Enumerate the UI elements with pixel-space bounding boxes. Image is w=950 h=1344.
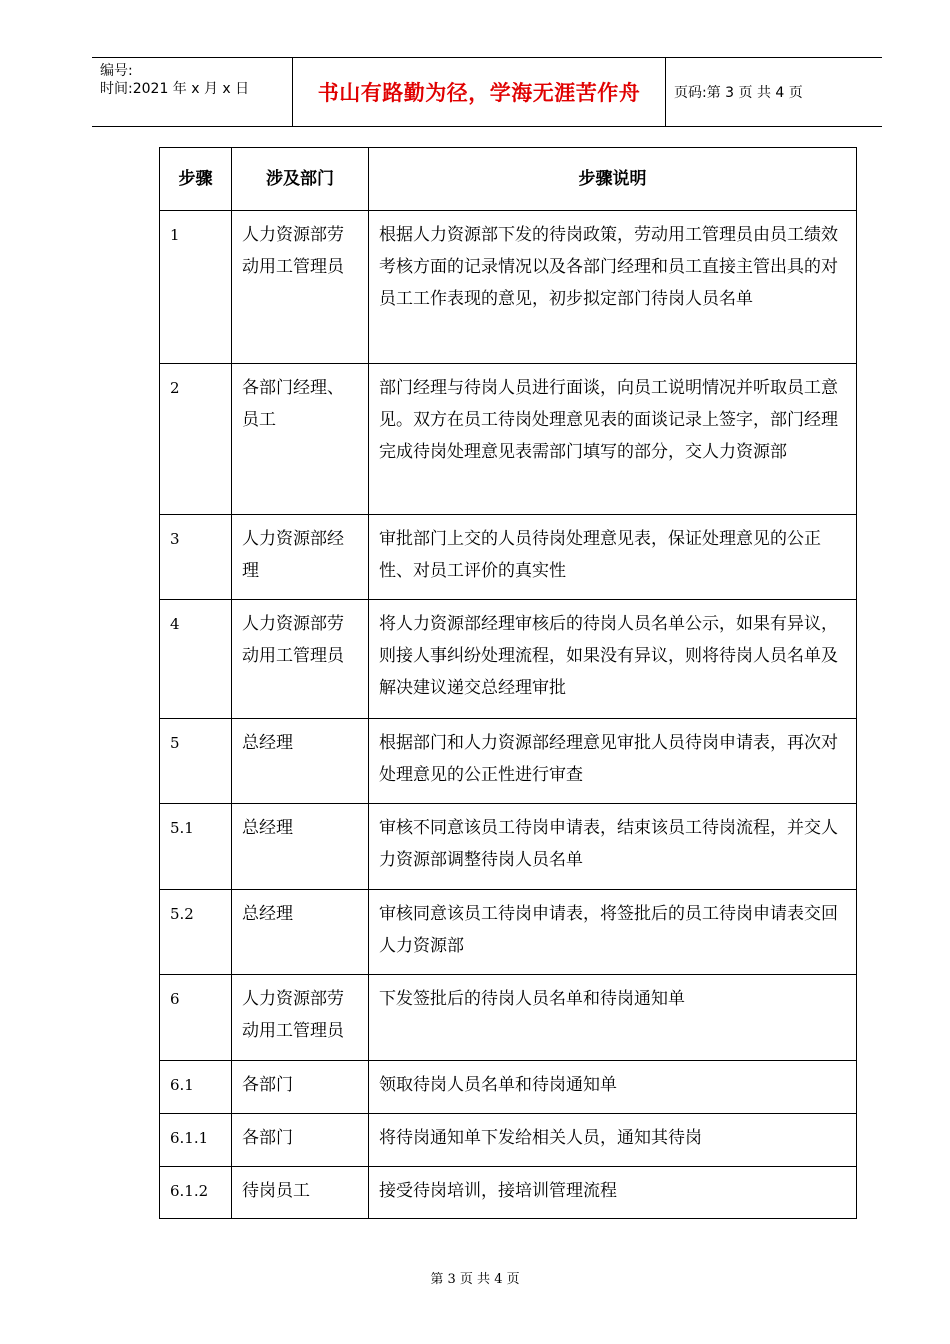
table-row [160,890,857,975]
table-row [160,1061,857,1114]
step-desc: 部门经理与待岗人员进行面谈，向员工说明情况并听取员工意见。双方在员工待岗处理意见表的面谈记录上签字，部门经理完成待岗处理意见表需部门填写的部分，交人力资源部 [369,364,857,515]
step-desc: 下发签批后的待岗人员名单和待岗通知单 [369,975,857,1061]
step-desc: 将待岗通知单下发给相关人员，通知其待岗 [369,1114,857,1167]
header-step: 步骤 [160,148,232,211]
table-row [160,1167,857,1219]
step-number: 3 [160,515,232,600]
step-number: 6.1.1 [160,1114,232,1167]
step-desc: 根据部门和人力资源部经理意见审批人员待岗申请表，再次对处理意见的公正性进行审查 [369,719,857,804]
step-dept: 人力资源部劳动用工管理员 [232,600,369,719]
table-row [160,719,857,804]
step-desc: 审核同意该员工待岗申请表，将签批后的员工待岗申请表交回人力资源部 [369,890,857,975]
step-number: 5.1 [160,804,232,890]
step-desc: 审核不同意该员工待岗申请表，结束该员工待岗流程，并交人力资源部调整待岗人员名单 [369,804,857,890]
table-row [160,1114,857,1167]
step-desc: 将人力资源部经理审核后的待岗人员名单公示，如果有异议，则接人事纠纷处理流程，如果没有异议，则将待岗人员名单及解决建议递交总经理审批 [369,600,857,719]
step-number: 6.1.2 [160,1167,232,1219]
step-dept: 人力资源部劳动用工管理员 [232,975,369,1061]
header-dept: 涉及部门 [232,148,369,211]
step-number: 5.2 [160,890,232,975]
step-dept: 各部门经理、员工 [232,364,369,515]
step-number: 2 [160,364,232,515]
step-number: 4 [160,600,232,719]
table-row [160,515,857,600]
header-desc: 步骤说明 [369,148,857,211]
header-page-info: 页码:第 3 页 共 4 页 [674,85,803,101]
page-footer: 第 3 页 共 4 页 [430,1272,520,1287]
time-label: 时间:2021 年 x 月 x 日 [100,81,250,97]
step-number: 5 [160,719,232,804]
table-row [160,600,857,719]
table-row [160,975,857,1061]
header-meta [92,58,293,126]
step-dept: 待岗员工 [232,1167,369,1219]
step-dept: 总经理 [232,804,369,890]
step-desc: 领取待岗人员名单和待岗通知单 [369,1061,857,1114]
number-label: 编号: [100,63,133,79]
step-number: 6 [160,975,232,1061]
step-dept: 各部门 [232,1061,369,1114]
steps-table [159,147,857,1219]
step-dept: 人力资源部劳动用工管理员 [232,211,369,364]
step-dept: 各部门 [232,1114,369,1167]
step-number: 1 [160,211,232,364]
table-row [160,211,857,364]
step-dept: 人力资源部经理 [232,515,369,600]
step-number: 6.1 [160,1061,232,1114]
step-dept: 总经理 [232,890,369,975]
step-desc: 接受待岗培训，接培训管理流程 [369,1167,857,1219]
step-desc: 审批部门上交的人员待岗处理意见表，保证处理意见的公正性、对员工评价的真实性 [369,515,857,600]
header-motto: 书山有路勤为径，学海无涯苦作舟 [293,58,666,126]
table-row [160,804,857,890]
step-desc: 根据人力资源部下发的待岗政策，劳动用工管理员由员工绩效考核方面的记录情况以及各部门经理和员工直接主管出具的对员工工作表现的意见，初步拟定部门待岗人员名单 [369,211,857,364]
table-header-row [160,148,857,211]
step-dept: 总经理 [232,719,369,804]
table-row [160,364,857,515]
page-header [92,57,882,127]
